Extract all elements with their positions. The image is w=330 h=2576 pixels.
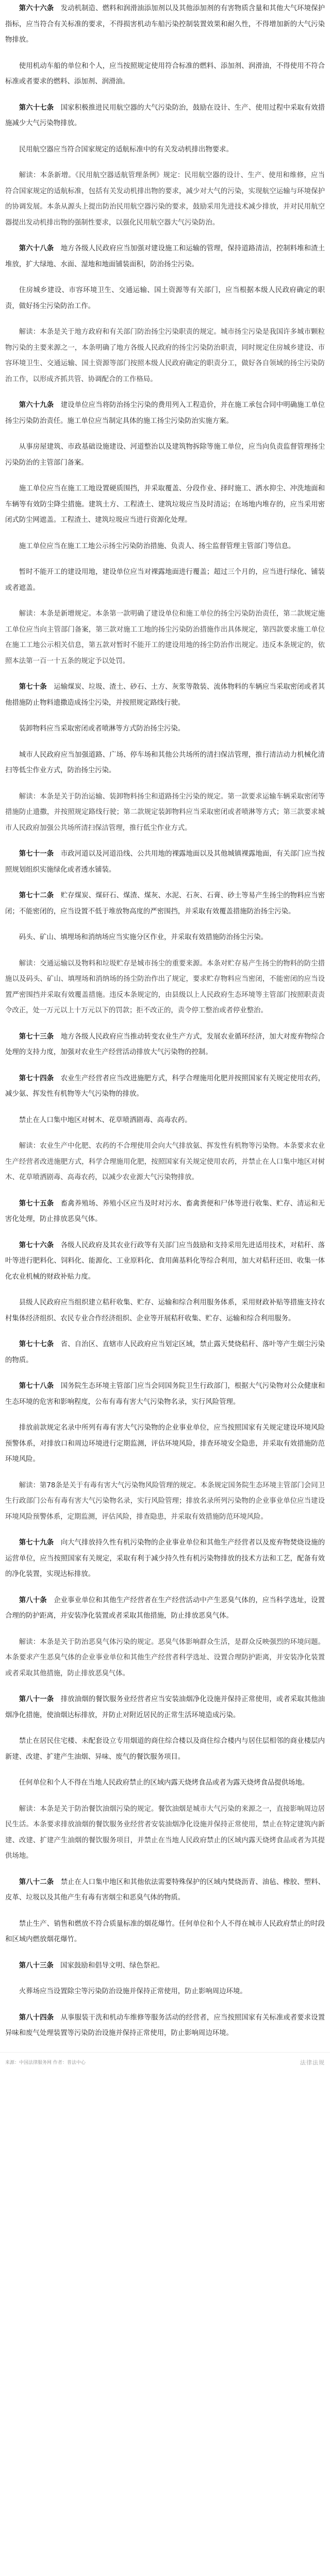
interpretation-paragraph [5,606,325,669]
clause-paragraph [5,1113,325,1129]
clause-paragraph [5,1775,325,1791]
clause-paragraph [5,142,325,158]
article-paragraph [5,1875,325,1906]
paragraph-text: 解读：本条是关于防治恶臭气体污染的规定。恶臭气体影响群众生活，是群众反映强烈的环境问题。本条要求产生恶臭气体的企业事业单位和其他生产经营者科学选址、设置合理防护距离，并安装净化装置或者采取其他措施，防止排放恶臭气体。 [5,1638,325,1677]
paragraph-text: 解读：农业生产中化肥、农药的不合理使用会向大气排放氨、挥发性有机物等污染物。本条要求农业生产经营者改进施肥方式，科学合理施用化肥，按照国家有关规定使用农药，并禁止在人口集中地区对树木、花草喷洒剧毒、高毒农药，以减少农业源大气污染物排放。 [5,1142,325,1181]
article-number: 第七十三条 [19,1032,54,1041]
article-paragraph [5,1593,325,1624]
article-number: 第八十三条 [19,1961,54,1970]
article-number: 第七十九条 [19,1539,54,1547]
article-number: 第七十条 [19,683,47,691]
article-number: 第八十四条 [19,2013,54,2022]
paragraph-text: 城市人民政府应当加强道路、广场、停车场和其他公共场所的清扫保洁管理，推行清洁动力机械化清扫等低尘作业方式，防治扬尘污染。 [5,751,325,774]
article-paragraph [5,1692,325,1723]
watermark-logo: 法律法规 [300,2059,325,2066]
paragraph-text: 排放前款规定名录中所列有毒有害大气污染物的企业事业单位，应当按照国家有关规定建设环境风险预警体系，对排放口和周边环境进行定期监测，评估环境风险，排查环境安全隐患，并采取有效措施防范环境风险。 [5,1424,325,1463]
clause-paragraph [5,1734,325,1765]
paragraph-text: 解读：本条新增。《民用航空器适航管理条例》规定：民用航空器的设计、生产、使用和维修，应当符合国家规定的适航标准，包括有关发动机排出物的要求，减少对大气的污染，实现航空运输与环境保护的协调发展。本条从源头上提出防治民用航空器污染的要求，鼓励采用先进技术减少排放，并对民用航空器提出发动机排出物的强制性要求，以强化民用航空器大气污染防治。 [5,172,325,227]
interpretation-paragraph [5,168,325,231]
paragraph-text: 国家鼓励和倡导文明、绿色祭祀。 [60,1961,164,1970]
interpretation-paragraph [5,1139,325,1186]
paragraph-text: 从事服装干洗和机动车维修等服务活动的经营者，应当按照国家有关标准或者要求设置异味和废气处理装置等污染防治设施并保持正常使用，防止影响周边环境。 [5,2013,325,2037]
paragraph-text: 解读：交通运输以及物料和垃圾贮存是城市扬尘的重要来源。本条对贮存易产生扬尘的物料的防尘措施以及码头、矿山、填埋场和消纳场的扬尘防治作出了规定，要求贮存物料应当密闭，不能密闭的应当设置严密围挡并采取有效覆盖措施。违反本条规定的，由县级以上人民政府生态环境等主管部门按照职责责令改正，处一万元以上十万元以下的罚款；拒不改正的，责令停工整治或者停业整治。 [5,959,325,1014]
article-number: 第七十四条 [19,1074,54,1082]
article-number: 第七十五条 [19,1199,54,1208]
paragraph-text: 地方各级人民政府应当推动转变农业生产方式，发展农业循环经济，加大对废弃物综合处理的支持力度，加强对农业生产经营活动排放大气污染物的控制。 [5,1032,325,1056]
article-number: 第八十条 [19,1596,47,1604]
paragraph-text: 县级人民政府应当组织建立秸秆收集、贮存、运输和综合利用服务体系，采用财政补贴等措施支持农村集体经济组织、农民专业合作经济组织、企业等开展秸秆收集、贮存、运输和综合利用服务。 [5,1299,325,1323]
article-paragraph [5,100,325,132]
paragraph-text: 发动机制造、燃料和润滑油添加剂以及其他添加剂的有害物质含量和其他大气环境保护指标，应当符合有关标准的要求，不得损害机动车船污染控制装置效果和耐久性，不得增加新的大气污染物排放。 [5,5,325,44]
clause-paragraph [5,721,325,737]
article-paragraph [5,1337,325,1368]
paragraph-text: 暂时不能开工的建设用地，建设单位应当对裸露地面进行覆盖；超过三个月的，应当进行绿化、铺装或者遮盖。 [5,568,325,592]
paragraph-text: 贮存煤炭、煤矸石、煤渣、煤灰、水泥、石灰、石膏、砂土等易产生扬尘的物料应当密闭；不能密闭的，应当设置不低于堆放物高度的严密围挡，并采取有效覆盖措施防治扬尘污染。 [5,892,325,916]
paragraph-text: 市政河道以及河道沿线、公共用地的裸露地面以及其他城镇裸露地面，有关部门应当按照规划组织实施绿化或者透水铺装。 [5,850,325,874]
paragraph-text: 禁止在居民住宅楼、未配套设立专用烟道的商住综合楼以及商住综合楼内与居住层相邻的商业楼层内新建、改建、扩建产生油烟、异味、废气的餐饮服务项目。 [5,1737,325,1761]
clause-paragraph [5,439,325,471]
interpretation-paragraph [5,1635,325,1682]
clause-paragraph [5,539,325,555]
article-number: 第六十七条 [19,104,54,112]
paragraph-text: 排放油烟的餐饮服务业经营者应当安装油烟净化设施并保持正常使用，或者采取其他油烟净化措施，使油烟达标排放，并防止对附近居民的正常生活环境造成污染。 [5,1696,325,1719]
article-paragraph [5,2010,325,2042]
paragraph-text: 解读：本条是关于防治运输、装卸物料扬尘和道路扬尘污染的规定。第一款要求运输车辆采取密闭等措施防止遗撒，并按照规定路线行驶；第二款规定装卸物料应当采取密闭或者喷淋等方式；第三款要求城市人民政府加强公共场所清扫保洁管理，推行低尘作业方式。 [5,792,325,832]
article-number: 第八十二条 [19,1878,54,1886]
paragraph-text: 禁止在人口集中地区和其他依法需要特殊保护的区域内焚烧沥青、油毡、橡胶、塑料、皮革、垃圾以及其他产生有毒有害烟尘和恶臭气体的物质。 [5,1878,325,1902]
article-number: 第七十二条 [19,892,54,900]
paragraph-text: 国务院生态环境主管部门应当会同国务院卫生行政部门，根据大气污染物对公众健康和生态环境的危害和影响程度，公布有毒有害大气污染物名录，实行风险管理。 [5,1382,325,1406]
paragraph-text: 民用航空器应当符合国家规定的适航标准中的有关发动机排出物要求。 [19,145,233,154]
paragraph-text: 解读：本条是关于地方政府和有关部门防治扬尘污染职责的规定。城市扬尘污染是我国许多城市颗粒物污染的主要来源之一，本条明确了地方各级人民政府的扬尘污染防治职责，同时规定住房城乡建设、市容环境卫生、交通运输、国土资源等部门按照本级人民政府确定的职责分工，做好各自领域的扬尘污染防治工作，以形成齐抓共管、协调配合的工作格局。 [5,328,325,383]
paragraph-text: 建设单位应当将防治扬尘污染的费用列入工程造价，并在施工承包合同中明确施工单位扬尘污染防治责任。施工单位应当制定具体的施工扬尘污染防治实施方案。 [5,401,325,425]
article-paragraph [5,1958,325,1974]
article-paragraph [5,1071,325,1103]
clause-paragraph [5,59,325,90]
article-number: 第七十六条 [19,1241,54,1249]
article-number: 第八十一条 [19,1696,54,1703]
article-number: 第七十七条 [19,1341,54,1348]
paragraph-text: 各级人民政府及其农业行政等有关部门应当鼓励和支持采用先进适用技术，对秸秆、落叶等进行肥料化、饲料化、能源化、工业原料化、食用菌基料化等综合利用，加大对秸秆还田、收集一体化农业机械的财政补贴力度。 [5,1241,325,1281]
interpretation-paragraph [5,325,325,387]
clause-paragraph [5,481,325,529]
paragraph-text: 国家积极推进民用航空器的大气污染防治，鼓励在设计、生产、使用过程中采取有效措施减少大气污染物排放。 [5,104,325,127]
article-paragraph [5,1535,325,1583]
article-number: 第七十八条 [19,1382,54,1390]
clause-paragraph [5,565,325,596]
clause-paragraph [5,283,325,314]
article-paragraph [5,1238,325,1285]
clause-paragraph [5,1917,325,1948]
article-number: 第六十九条 [19,401,54,409]
article-paragraph [5,888,325,920]
paragraph-text: 禁止生产、销售和燃放不符合质量标准的烟花爆竹。任何单位和个人不得在城市人民政府禁止的时段和区域内燃放烟花爆竹。 [5,1920,325,1943]
paragraph-text: 解读：本条是关于防治餐饮油烟污染的规定。餐饮油烟是城市大气污染的来源之一，直接影响周边居民生活。本条要求排放油烟的餐饮服务业经营者安装油烟净化设施并保持正常使用，禁止在特定建筑内新建、改建、扩建产生油烟的餐饮服务项目，并禁止在当地人民政府禁止的区域内露天烧烤食品或者为其提供场地。 [5,1805,325,1860]
interpretation-paragraph [5,1802,325,1865]
clause-paragraph [5,748,325,779]
paragraph-text: 使用机动车船的单位和个人，应当按照规定使用符合标准的燃料、添加剂、润滑油，不得使用不符合标准或者要求的燃料、添加剂、润滑油。 [5,62,325,86]
article-number: 第六十六条 [19,5,54,12]
clause-paragraph [5,1984,325,2000]
paragraph-text: 装卸物料应当采取密闭或者喷淋等方式防治扬尘污染。 [19,725,185,733]
paragraph-text: 向大气排放持久性有机污染物的企业事业单位和其他生产经营者以及废弃物焚烧设施的运营单位，应当按照国家有关规定，采取有利于减少持久性有机污染物排放的技术方法和工艺，配备有效的净化装置，实现达标排放。 [5,1539,325,1578]
clause-paragraph [5,1420,325,1468]
paragraph-text: 火葬场应当设置除尘等污染防治设施并保持正常使用，防止影响周边环境。 [19,1988,247,1995]
paragraph-text: 畜禽养殖场、养殖小区应当及时对污水、畜禽粪便和尸体等进行收集、贮存、清运和无害化处理，防止排放恶臭气体。 [5,1199,325,1223]
paragraph-text: 解读：本条是新增规定。本条第一款明确了建设单位和施工单位的扬尘污染防治责任，第二款规定施工单位应当向主管部门备案，第三款对施工工地的扬尘污染防治措施作出具体规定，第四款要求施工单位在施工工地公示相关信息，第五款对暂时不能开工的建设用地的扬尘防治作出规定。违反本条规定的，依照本法第一百一十五条的规定予以处罚。 [5,610,325,665]
paragraph-text: 从事房屋建筑、市政基础设施建设、河道整治以及建筑物拆除等施工单位，应当向负责监督管理扬尘污染防治的主管部门备案。 [5,443,325,467]
interpretation-paragraph [5,1478,325,1526]
article-number: 第七十一条 [19,850,54,858]
article-number: 第六十八条 [19,245,54,252]
article-paragraph [5,241,325,273]
paragraph-text: 施工单位应当在施工工地公示扬尘污染防治措施、负责人、扬尘监督管理主管部门等信息。 [19,542,295,550]
source-text: 来源：中国法律服务网 作者：普法中心 [5,2060,86,2065]
clause-paragraph [5,930,325,946]
interpretation-paragraph [5,956,325,1019]
article-paragraph [5,1379,325,1410]
article-paragraph [5,1029,325,1061]
article-paragraph [5,398,325,429]
paragraph-text: 码头、矿山、填埋场和消纳场应当实施分区作业，并采取有效措施防治扬尘污染。 [19,934,268,941]
paragraph-text: 解读：第78条是关于有毒有害大气污染物风险管理的规定。本条规定国务院生态环境主管部门会同卫生行政部门公布有毒有害大气污染物名录，实行风险管理；排放名录所列污染物的企业事业单位应当建设环境风险预警体系，定期监测，评估风险，排查隐患，并采取有效措施防范环境风险。 [5,1481,325,1521]
paragraph-text: 企业事业单位和其他生产经营者在生产经营活动中产生恶臭气体的，应当科学选址，设置合理的防护距离，并安装净化装置或者采取其他措施，防止排放恶臭气体。 [5,1596,325,1620]
article-paragraph [5,1,325,48]
paragraph-text: 省、自治区、直辖市人民政府应当划定区域，禁止露天焚烧秸秆、落叶等产生烟尘污染的物质。 [5,1341,325,1364]
interpretation-paragraph [5,789,325,837]
article-paragraph [5,1196,325,1228]
clause-paragraph [5,1295,325,1327]
paragraph-text: 农业生产经营者应当改进施肥方式，科学合理施用化肥并按照国家有关规定使用农药，减少氨、挥发性有机物等大气污染物的排放。 [5,1074,325,1098]
paragraph-text: 施工单位应当在施工工地设置硬质围挡，并采取覆盖、分段作业、择时施工、洒水抑尘、冲洗地面和车辆等有效防尘降尘措施。建筑土方、工程渣土、建筑垃圾应当及时清运；在场地内堆存的，应当采用密闭式防尘网遮盖。工程渣土、建筑垃圾应当进行资源化处理。 [5,485,325,524]
paragraph-text: 地方各级人民政府应当加强对建设施工和运输的管理，保持道路清洁，控制料堆和渣土堆放，扩大绿地、水面、湿地和地面铺装面积，防治扬尘污染。 [5,245,325,268]
page-footer [0,2052,330,2073]
article-paragraph [5,680,325,711]
article-paragraph [5,846,325,878]
paragraph-text: 住房城乡建设、市容环境卫生、交通运输、国土资源等有关部门，应当根据本级人民政府确定的职责，做好扬尘污染防治工作。 [5,286,325,310]
paragraph-text: 任何单位和个人不得在当地人民政府禁止的区域内露天烧烤食品或者为露天烧烤食品提供场地。 [19,1779,309,1787]
paragraph-text: 禁止在人口集中地区对树木、花草喷洒剧毒、高毒农药。 [19,1116,192,1124]
paragraph-text: 运输煤炭、垃圾、渣土、砂石、土方、灰浆等散装、流体物料的车辆应当采取密闭或者其他措施防止物料遗撒造成扬尘污染，并按照规定路线行驶。 [5,683,325,707]
